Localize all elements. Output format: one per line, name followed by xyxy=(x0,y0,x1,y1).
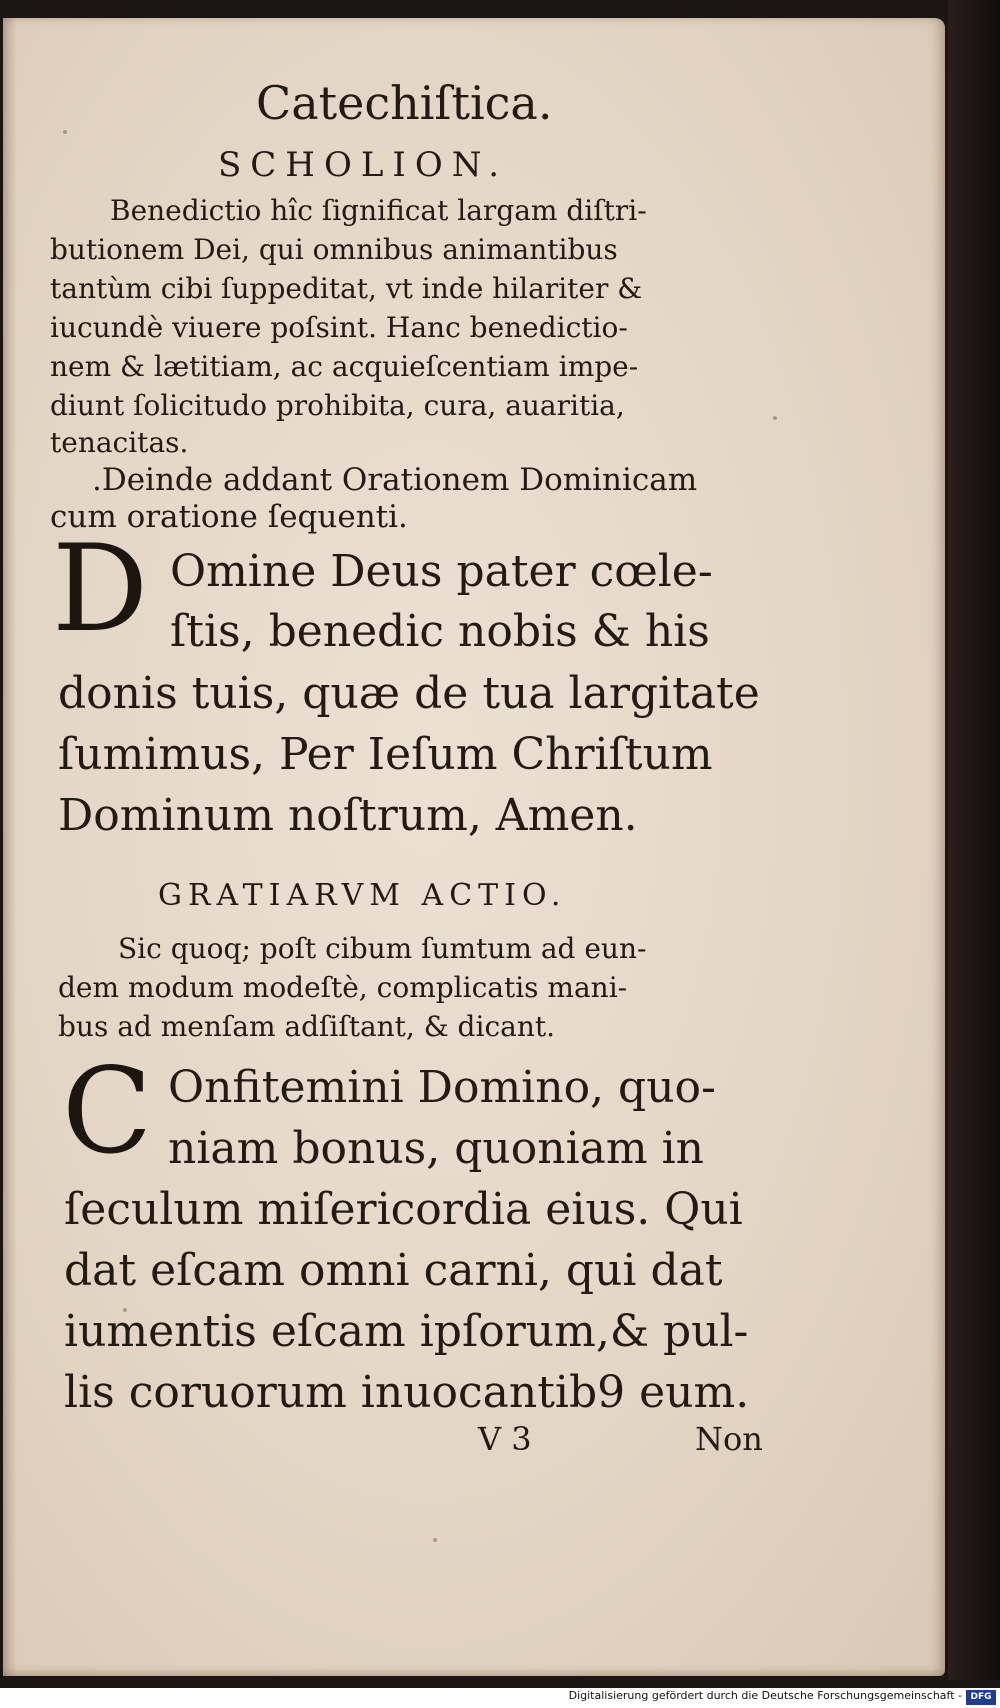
psalm-line: dat eſcam omni carni, qui dat xyxy=(64,1245,723,1296)
dfg-logo: DFG xyxy=(966,1690,996,1705)
drop-cap-c: C xyxy=(62,1042,153,1180)
prayer-line: Omine Deus pater cœle- xyxy=(170,546,713,597)
psalm-line: ſeculum miſericordia eius. Qui xyxy=(64,1184,743,1235)
scholion-line: diunt ſolicitudo prohibita, cura, auaritia, xyxy=(50,389,625,422)
scholion-line: iucundè viuere poſsint. Hanc benedictio- xyxy=(50,311,628,344)
prayer-line: ſtis, benedic nobis & his xyxy=(170,606,710,657)
gratiarum-instruction-line: Sic quoq; poſt cibum ſumtum ad eun- xyxy=(118,932,647,965)
prayer-line: ſumimus, Per Ieſum Chriſtum xyxy=(58,729,713,780)
psalm-line: niam bonus, quoniam in xyxy=(168,1123,704,1174)
instruction-line: cum oratione ſequenti. xyxy=(50,499,408,535)
psalm-line: iumentis eſcam ipſorum,& pul- xyxy=(64,1306,749,1357)
drop-cap-d: D xyxy=(52,520,149,659)
instruction-line: .Deinde addant Orationem Dominicam xyxy=(92,462,698,498)
book-edge xyxy=(948,0,1000,1680)
paper-speck xyxy=(433,1538,437,1542)
catchword: Non xyxy=(695,1420,763,1458)
prayer-line: Dominum noſtrum, Amen. xyxy=(58,790,638,841)
funding-notice: Digitalisierung gefördert durch die Deutsche Forschungsgemeinschaft - xyxy=(568,1689,962,1702)
scholion-title: SCHOLION. xyxy=(218,145,509,185)
scholion-line: tantùm cibi ſuppeditat, vt inde hilariter & xyxy=(50,272,643,305)
book-page xyxy=(3,18,945,1676)
gratiarum-instruction-line: bus ad menſam adſiſtant, & dicant. xyxy=(58,1010,555,1043)
scholion-line: butionem Dei, qui omnibus animantibus xyxy=(50,233,618,266)
scholion-line: nem & lætitiam, ac acquieſcentiam impe- xyxy=(50,350,639,383)
scholion-line: Benedictio hîc ſignificat largam diſtri- xyxy=(110,194,647,227)
paper-speck xyxy=(773,416,777,420)
signature-mark: V 3 xyxy=(478,1420,532,1458)
running-header: Catechiſtica. xyxy=(256,76,553,130)
scholion-line: tenacitas. xyxy=(50,426,189,459)
psalm-line: lis coruorum inuocantib9 eum. xyxy=(64,1367,750,1418)
prayer-line: donis tuis, quæ de tua largitate xyxy=(58,668,760,719)
gratiarum-instruction-line: dem modum modeſtè, complicatis mani- xyxy=(58,971,628,1004)
paper-speck xyxy=(63,130,67,134)
gratiarum-title: GRATIARVM ACTIO. xyxy=(158,878,567,913)
psalm-line: Onfitemini Domino, quo- xyxy=(168,1062,716,1113)
